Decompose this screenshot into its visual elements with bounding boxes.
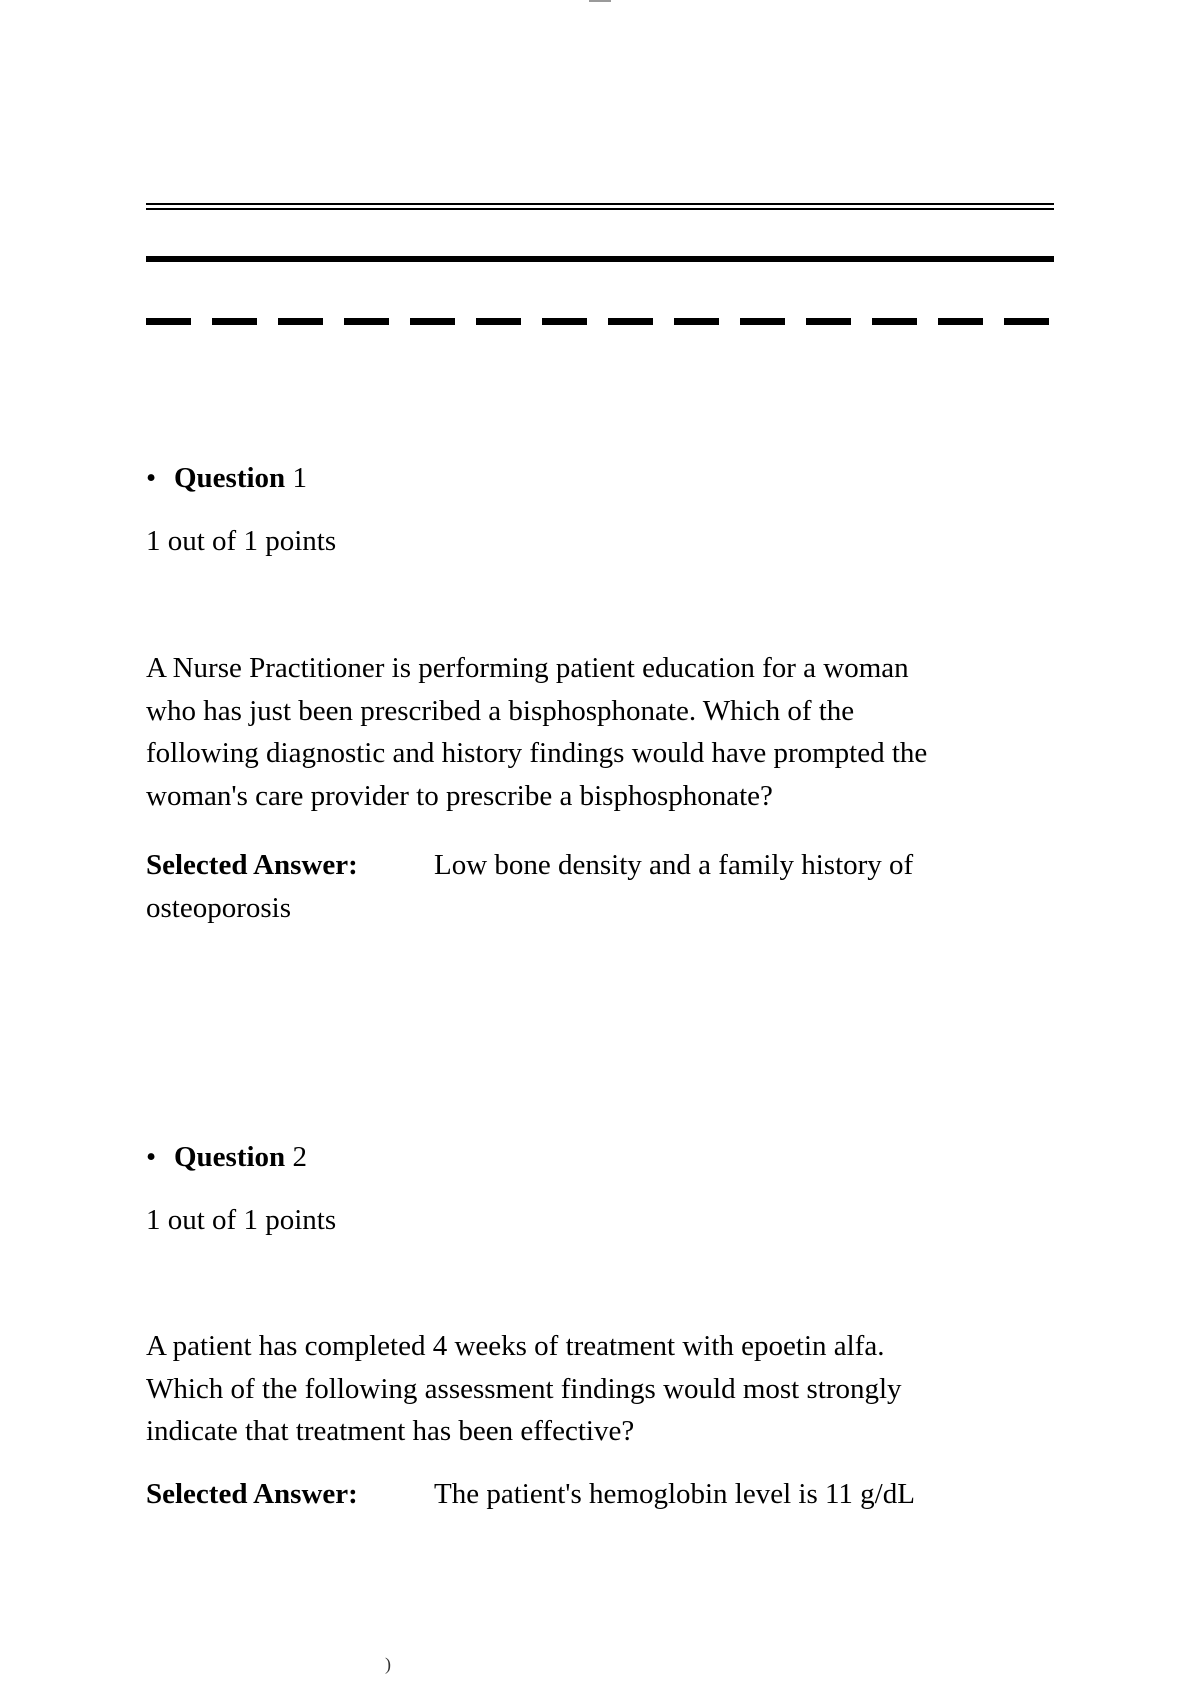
prompt-line: Which of the following assessment findings would most strongly	[146, 1372, 902, 1405]
top-page-mark	[589, 0, 611, 2]
double-horizontal-rule	[146, 203, 1054, 210]
question-number: 1	[292, 462, 307, 494]
bullet-icon: •	[146, 1141, 157, 1173]
question-2-heading	[146, 1136, 307, 1178]
prompt-line: woman's care provider to prescribe a bisphosphonate?	[146, 779, 773, 812]
question-1-points: 1 out of 1 points	[146, 525, 337, 557]
prompt-line: A patient has completed 4 weeks of treatment with epoetin alfa.	[146, 1330, 885, 1362]
question-number: 2	[292, 1141, 307, 1173]
prompt-line: indicate that treatment has been effective?	[146, 1415, 635, 1447]
selected-answer-label: Selected Answer:	[146, 1478, 358, 1510]
selected-answer-text: The patient's hemoglobin level is 11 g/dL	[434, 1478, 915, 1510]
question-1-selected-answer	[146, 844, 1066, 929]
thick-horizontal-rule	[146, 256, 1054, 262]
footer-mark: )	[385, 1654, 391, 1674]
prompt-line: following diagnostic and history findings would have prompted the	[146, 737, 928, 769]
question-2-prompt	[146, 1325, 1066, 1453]
question-1-prompt	[146, 647, 1066, 817]
question-1-heading	[146, 457, 307, 499]
bullet-icon: •	[146, 462, 157, 494]
question-label: Question	[174, 462, 286, 494]
prompt-line: A Nurse Practitioner is performing patient education for a woman	[146, 652, 909, 684]
prompt-line: who has just been prescribed a bisphosphonate. Which of the	[146, 694, 855, 727]
question-2-selected-answer	[146, 1473, 1066, 1516]
selected-answer-label: Selected Answer:	[146, 849, 358, 881]
dashed-horizontal-rule	[146, 318, 1054, 325]
question-label: Question	[174, 1141, 286, 1173]
selected-answer-text: Low bone density and a family history of	[434, 849, 914, 881]
question-2-points: 1 out of 1 points	[146, 1204, 337, 1236]
selected-answer-text-continued: osteoporosis	[146, 891, 291, 924]
